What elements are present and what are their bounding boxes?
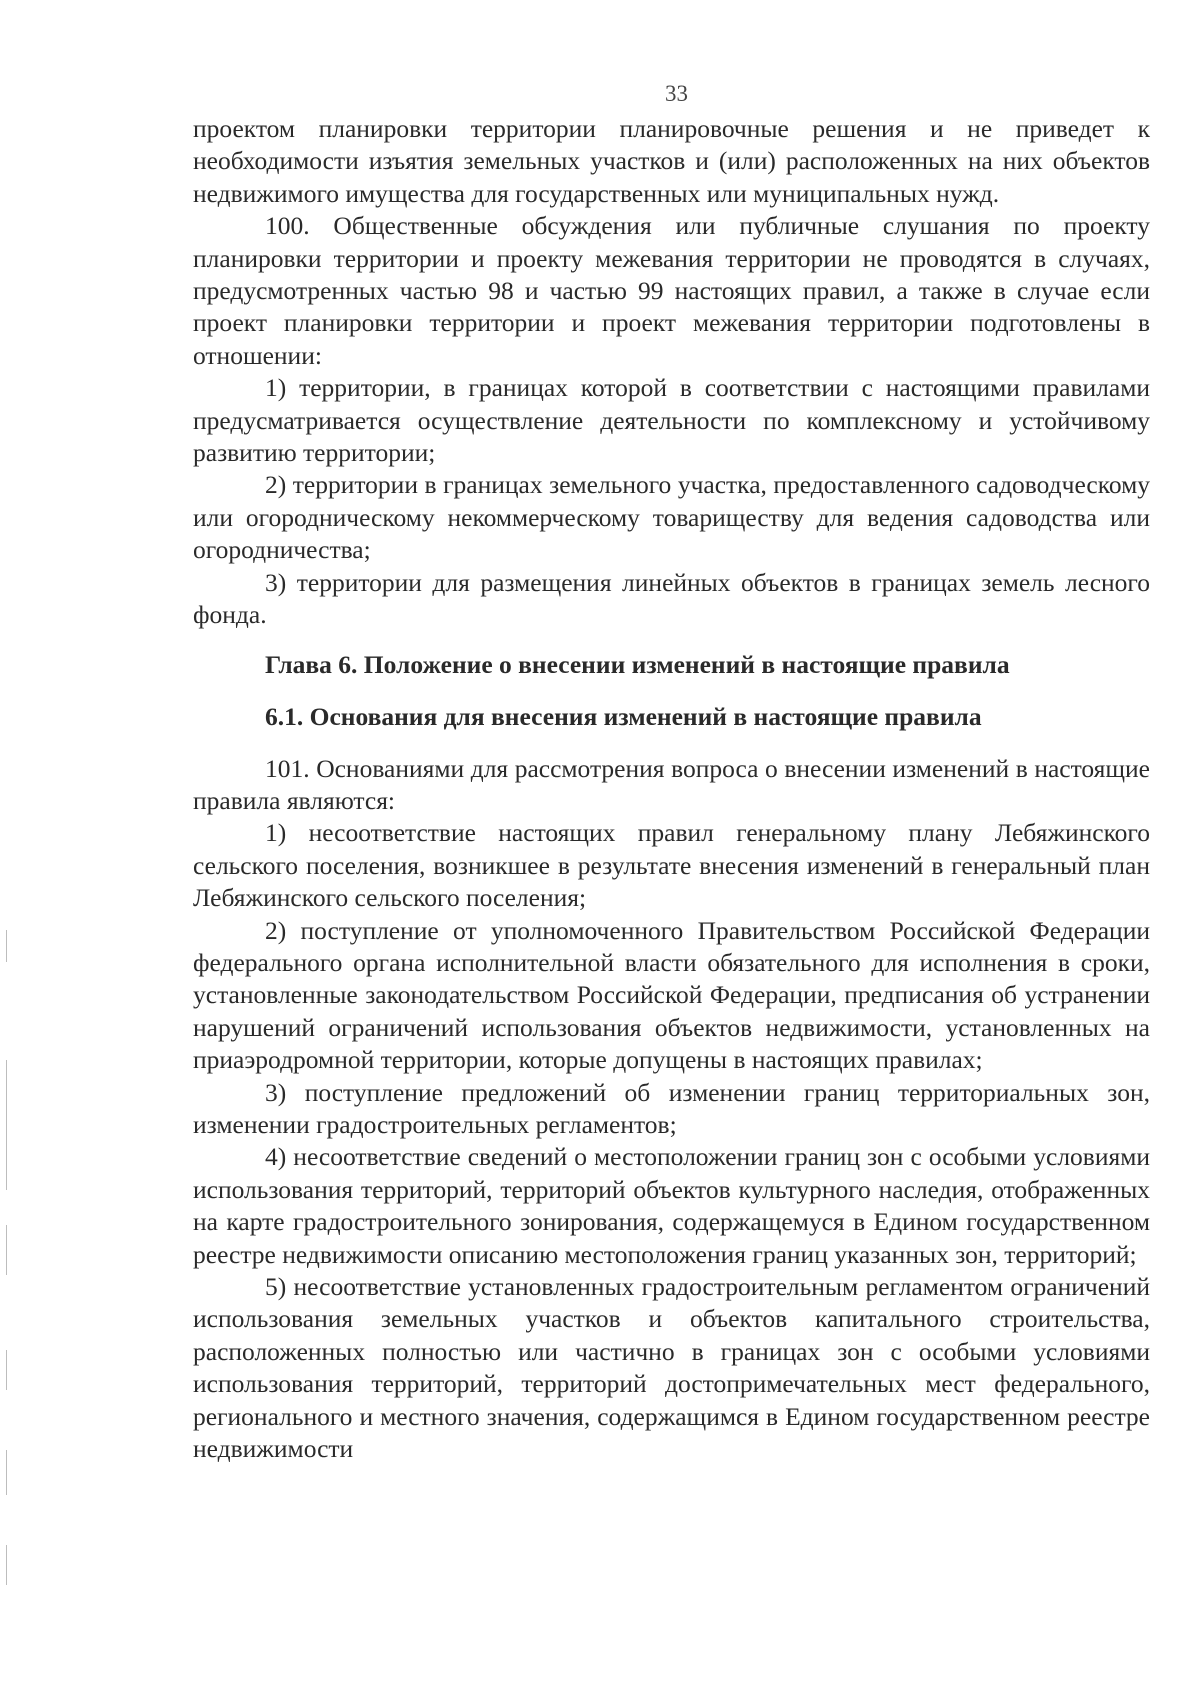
paragraph-100: 100. Общественные обсуждения или публичные слушания по проекту планировки территории и проекту межевания территории не проводятся в случаях, предусмотренных частью 98 и частью 99 настоящих правил, а также в случае если проект планировки территории и проект межевания территории подготовлены в отношении: (193, 211, 1150, 370)
section-heading: 6.1. Основания для внесения изменений в настоящие правила (265, 701, 982, 731)
body-top (193, 113, 1150, 632)
paragraph-100-item-1: 1) территории, в границах которой в соответствии с настоящими правилами предусматривается осуществление деятельности по комплексному и устойчивому развитию территории; (193, 373, 1150, 468)
paragraph-101-item-4: 4) несоответствие сведений о местоположении границ зон с особыми условиями использования территорий, территорий объектов культурного наследия, отображенных на карте градостроительного зонирования, содержащемуся в Едином государственном реестре недвижимости описанию местоположения границ указанных зон, территорий; (193, 1142, 1150, 1269)
paragraph-100-item-3: 3) территории для размещения линейных объектов в границах земель лесного фонда. (193, 567, 1150, 630)
paragraph-101-item-1: 1) несоответствие настоящих правил генеральному плану Лебяжинского сельского поселения, возникшее в результате внесения изменений в генеральный план Лебяжинского сельского поселения; (193, 818, 1150, 913)
paragraph-101-item-2: 2) поступление от уполномоченного Правительством Российской Федерации федерального органа исполнительной власти обязательного для исполнения в сроки, установленные законодательством Российской Федерации, предписания об устранении нарушений ограничений использования объектов недвижимости, установленных на приаэродромной территории, которые допущены в настоящих правилах; (193, 915, 1150, 1075)
paragraph-101-item-3: 3) поступление предложений об изменении границ территориальных зон, изменении градостроительных регламентов; (193, 1077, 1150, 1139)
page-number: 33 (665, 81, 688, 106)
chapter-heading: Глава 6. Положение о внесении изменений в настоящие правила (265, 649, 1010, 679)
paragraph-100-item-2: 2) территории в границах земельного участка, предоставленного садоводческому или огородническому некоммерческому товариществу для ведения садоводства или огородничества; (193, 470, 1150, 565)
paragraph-continuation: проектом планировки территории планировочные решения и не приведет к необходимости изъятия земельных участков и (или) расположенных на них объектов недвижимого имущества для государственных или муниципальных нужд. (193, 114, 1150, 208)
body-bottom (193, 753, 1150, 1466)
paragraph-101: 101. Основаниями для рассмотрения вопроса о внесении изменений в настоящие правила являются: (193, 753, 1150, 815)
paragraph-101-item-5: 5) несоответствие установленных градостроительным регламентом ограничений использования земельных участков и объектов капитального строительства, расположенных полностью или частично в границах зон с особыми условиями использования территорий, территорий достопримечательных мест федерального, регионального и местного значения, содержащимся в Едином государственном реестре недвижимости (193, 1272, 1150, 1464)
